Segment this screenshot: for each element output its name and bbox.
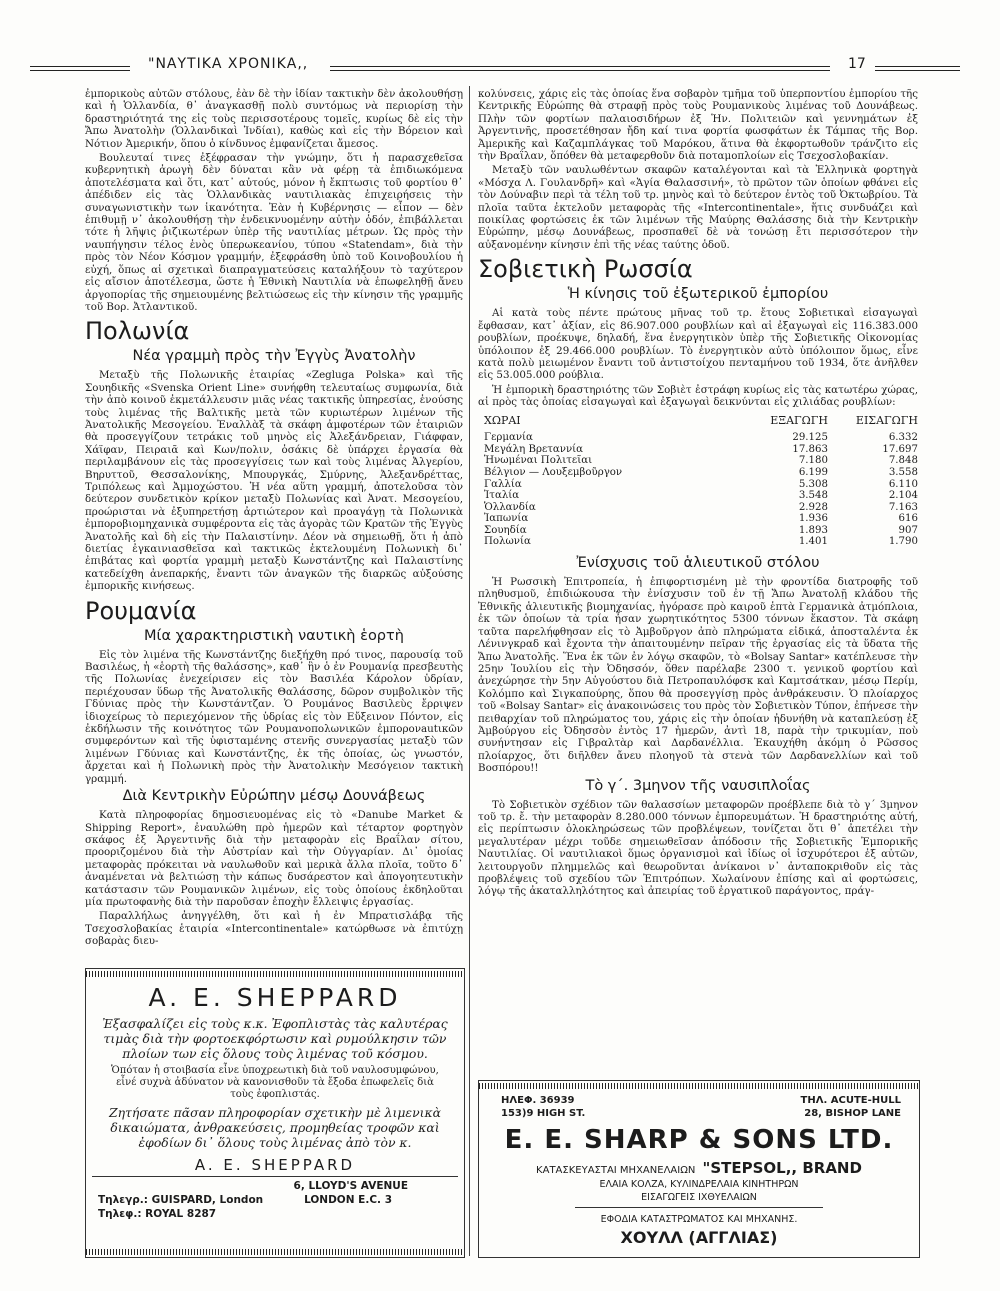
export-cell: 6.199 — [798, 466, 828, 478]
header-rule-left — [30, 66, 130, 71]
ad-address: 6, LLOYD'S AVENUE — [293, 1180, 408, 1192]
country-cell: Μεγάλη Βρεταννία — [484, 443, 584, 455]
ad-phone: ΗΛΕΦ. 36939 — [501, 1095, 575, 1106]
ad-city: LONDON E.C. 3 — [304, 1194, 392, 1206]
table-row — [478, 490, 918, 502]
page-number: 17 — [848, 56, 866, 72]
left-column — [85, 88, 463, 950]
country-cell: Ἡνωμέναι Πολιτεῖαι — [484, 455, 593, 467]
ad-telegram: ΤΗΛ. ACUTE-HULL — [800, 1095, 901, 1106]
section-title-soviet-russia: Σοβιετικὴ Ρωσσία — [478, 255, 693, 284]
import-cell: 1.790 — [888, 536, 918, 548]
table-row — [478, 467, 918, 479]
paragraph: Ἡ ἐμπορικὴ δραστηριότης τῶν Σοβιὲτ ἐστράφη κυρίως εἰς τὰς κατωτέρω χώρας, αἱ πρὸς τὰς ὁποίας εἰσαγωγαὶ καὶ ἐξαγωγαὶ δεικνύνται εἰς χιλιάδας ρουβλίων: — [478, 383, 918, 409]
advertisement-sharp — [478, 1080, 920, 1258]
export-cell: 7.180 — [798, 455, 828, 467]
paragraph: Κατὰ πληροφορίας δημοσιευομένας εἰς τὸ «Danube Market & Shipping Report», ἐναυλώθη πρὸ ἡμερῶν καὶ τέταρτον φορτηγὸν σκάφος ἐξ Ἀργεντινῆς διὰ τὴν μεταφορὰν εἰς Βραΐλαν σίτου, προοριζομένου διὰ τὴν Αὐστρίαν καὶ τὴν Οὐγγαρίαν. Δι᾽ ὁμοίας μεταφορὰς πρόκειται νὰ ναυλωθοῦν καὶ μερικὰ ἄλλα πλοῖα, τοῦτο δ᾽ ἀναμένεται νὰ βελτιώσῃ τὴν κάπως δυσάρεστον καὶ ἀπογοητευτικὴν κατάστασιν τῶν Ρουμανικῶν λιμένων, εἰς τοὺς ὁποίους ἐκδηλοῦται μία πρωτοφανὴς διὰ τὴν παροῦσαν ἐποχὴν ἔλλειψις ἐργασίας. — [85, 809, 463, 908]
ad-telephone: Τηλεφ.: ROYAL 8287 — [98, 1208, 217, 1220]
country-cell: Ὁλλανδία — [484, 501, 536, 513]
table-header-row — [478, 411, 918, 433]
column-header: ΕΙΣΑΓΩΓΗ — [855, 413, 918, 427]
table-row — [478, 444, 918, 456]
column-header: ΕΞΑΓΩΓΗ — [770, 413, 828, 427]
paragraph: Βουλευταί τινες ἐξέφρασαν τὴν γνώμην, ὅτι ἡ παρασχεθεῖσα κυβερνητικὴ ἀρωγὴ δὲν δύναται κἂν νὰ φέρῃ τὰ ἐπιδιωκόμενα ἀποτελέσματα καὶ ὅτι, κατ᾽ αὐτούς, μόνον ἡ ἔκπτωσις τοῦ φορτίου θ᾽ ἀπέδιδεν εἰς τὰς Ὁλλανδικὰς ναυτιλιακὰς ἐπιχειρήσεις τὴν συναγωνιστικὴν των ἱκανότητα. Ἐὰν ἡ Κυβέρνησις — εἶπον — δὲν ἐπιθυμῇ ν᾽ ἀκολουθήσῃ τὴν ἐνδεικνυομένην αὐτὴν ὁδόν, ἐπιβάλλεται τότε ἡ λῆψις ῥιζικωτέρων ὑπὲρ τῆς ναυτιλίας μέτρων. Ὡς πρὸς τὴν ναυπήγησιν τέλος ἑνὸς ὑπερωκεανίου, τύπου «Statendam», διὰ τὴν πρὸς τὸν Νέον Κόσμον γραμμήν, ἐξεφράσθη ὑπὸ τοῦ Κοινοβουλίου ἡ εὐχή, ὅπως αἱ σχετικαὶ διαπραγματεύσεις καταλήξουν τὸ ταχύτερον εἰς αἴσιον ἀποτέλεσμα, ὥστε ἡ Ἐθνικὴ Ναυτιλία νὰ ἐπωφεληθῇ ἄνευ ἀργοπορίας τῆς σημειουμένης βελτιώσεως εἰς τὴν κίνησιν τῆς γραμμῆς τοῦ Βορ. Ἀτλαντικοῦ. — [85, 152, 463, 313]
right-column — [478, 88, 918, 900]
export-cell: 1.401 — [798, 536, 828, 548]
paragraph: Παραλλήλως ἀνηγγέλθη, ὅτι καὶ ἡ ἐν Μπρατισλάβᾳ τῆς Τσεχοσλοβακίας ἑταιρία «Intercontinentale» κατώρθωσε νὰ ἐπιτύχῃ σοβαρὰς διευ- — [85, 910, 463, 948]
ad-text: ΕΙΣΑΓΩΓΕΙΣ ΙΧΘΥΕΛΑΙΩΝ — [575, 1192, 823, 1208]
country-cell: Ἰταλία — [484, 490, 520, 502]
export-cell: 3.548 — [798, 490, 828, 502]
advertiser-name: E. E. SHARP & SONS LTD. — [504, 1125, 894, 1155]
import-cell: 2.104 — [888, 490, 918, 502]
country-cell: Ἰαπωνία — [484, 513, 529, 525]
import-cell: 616 — [898, 513, 918, 525]
import-cell: 907 — [898, 524, 918, 536]
trade-table-body — [478, 432, 918, 548]
country-cell: Βέλγιον — Λουξεμβοῦργον — [484, 466, 623, 478]
import-cell: 17.697 — [882, 443, 918, 455]
journal-title: "ΝΑΥΤΙΚΑ ΧΡΟΝΙΚΑ,, — [148, 56, 309, 72]
ad-text: ΚΑΤΑΣΚΕΥΑΣΤΑΙ ΜΗΧΑΝΕΛΑΙΩΝ — [536, 1165, 696, 1176]
advertisement-sheppard — [85, 968, 465, 1258]
ad-city: ΧΟΥΛΛ (ΑΓΓΛΙΑΣ) — [620, 1228, 778, 1247]
export-cell: 1.936 — [798, 513, 828, 525]
export-cell: 17.863 — [792, 443, 828, 455]
country-cell: Πολωνία — [484, 536, 531, 548]
trade-table — [478, 411, 918, 549]
paragraph: ἐμπορικοὺς αὐτῶν στόλους, ἐὰν δὲ τὴν ἰδίαν τακτικὴν δὲν ἀκολουθήσῃ καὶ ἡ Ὁλλανδία, θ᾽ ἀναγκασθῇ πολὺ συντόμως νὰ περιορίσῃ τὴν δραστηριότητά της εἰς τοὺς περισσοτέρους τομεῖς, κυρίως δὲ εἰς τὴν Ἄπω Ἀνατολὴν (Ὁλλανδικαὶ Ἰνδίαι), καθὼς καὶ εἰς τὴν Βόρειον καὶ Νότιον Ἀμερικήν, ὅπου ὁ κίνδυνος ἐμφανίζεται ἄμεσος. — [85, 88, 463, 150]
export-cell: 2.928 — [798, 501, 828, 513]
ad-telegram: Τηλεγρ.: GUISPARD, London — [98, 1194, 264, 1206]
paragraph: Ἡ Ρωσσικὴ Ἐπιτροπεία, ἡ ἐπιφορτισμένη μὲ τὴν φροντίδα διατροφῆς τοῦ πληθυσμοῦ, ἐπιδιώκουσα τὴν ἐνίσχυσιν τοῦ ἐν τῇ Ἄπω Ἀνατολῇ κλάδου τῆς Ἐθνικῆς ἁλιευτικῆς βιομηχανίας, ἠγόρασε πρὸ καιροῦ ἑπτὰ Γερμανικὰ ἀτμόπλοια, ἐκ τῶν ὁποίων τὰ τρία ἦσαν χωρητικότητος 5300 τόννων ἕκαστον. Τὰ σκάφη ταῦτα παρελήφθησαν εἰς τὸ Ἀμβοῦργον ἀπὸ πληρώματα εἰδικά, ἀποσταλέντα ἐκ Λένινγκραδ καὶ ἔχοντα τὴν ἀπαιτουμένην πεῖραν τῆς ἐργασίας εἰς τὰ ὕδατα τῆς Ἄπω Ἀνατολῆς. Ἕνα ἐκ τῶν ἐν λόγῳ σκαφῶν, τὸ «Bolsay Santar» κατέπλευσε τὴν 25ην Ἰουλίου εἰς τὴν Ὀδησσόν, ὅθεν παρέλαβε 2300 τ. γενικοῦ φορτίου καὶ ἀνεχώρησε τὴν 5ην Αὐγούστου διὰ Πετροπαυλόφσκ καὶ Καμτσάτκαν, μέσῳ Περίμ, Κολόμπο καὶ Σιγκαπούρης, ὅπου θὰ προσεγγίσῃ πρὸς ἀνθράκευσιν. Ὁ πλοίαρχος τοῦ «Bolsay Santar» εἰς ἀνακοινώσεις του πρὸς τὸν Σοβιετικὸν Τύπον, ἐπήνεσε τὴν πειθαρχίαν τοῦ πληρώματος του, χάρις εἰς τὴν ὁποίαν ἠδυνήθη νὰ καταπλεύσῃ ἐξ Ἀμβούργου εἰς Ὀδησσὸν ἐντὸς 17 ἡμερῶν, ἀντὶ 18, παρὰ τὴν τρικυμίαν, ποὺ συνήντησαν εἰς Γιβραλτὰρ καὶ Δαρδανέλλια. Ἐκαυχήθη ἀκόμη ὁ Ρῶσσος πλοίαρχος, ὅτι διῆλθεν ἄνευ πλοηγοῦ τὰ στενὰ τῶν Δαρδανελλίων καὶ τοῦ Βοσπόρου!! — [478, 576, 918, 775]
paragraph: Αἱ κατὰ τοὺς πέντε πρώτους μῆνας τοῦ τρ. ἔτους Σοβιετικαὶ εἰσαγωγαὶ ἔφθασαν, κατ᾽ ἀξίαν, εἰς 86.907.000 ρουβλίων καὶ αἱ ἐξαγωγαὶ εἰς 116.383.000 ρουβλίων, προέκυψε, δηλαδή, ἕνα ἐνεργητικὸν ὑπὲρ τῆς Σοβιετικῆς Οἰκονομίας ὑπόλοιπον ἐξ 29.466.000 ρουβλίων. Τὸ ἐνεργητικὸν αὐτὸ ὑπόλοιπον ὅμως, εἶνε κατὰ πολὺ μειωμένον ἔναντι τοῦ ἀντιστοίχου πενταμήνου τοῦ 1934, ὅτε ἀνῆλθεν εἰς 53.005.000 ρούβλια. — [478, 307, 918, 382]
subsection-title: Τὸ γ΄. 3μηνον τῆς ναυσιπλοΐας — [585, 777, 811, 794]
ad-text: Ὁπόταν ἡ στοιβασία εἶνε ὑποχρεωτικὴ διὰ τοῦ ναυλοσυμφώνου, εἶνέ συχνὰ ἀδύνατον νὰ κανονισθοῦν τὰ ἔξοδα ἐπωφελεῖς διὰ τοὺς ἐφοπλιστάς. — [111, 1065, 439, 1100]
subsection-title: Μία χαρακτηριστικὴ ναυτικὴ ἑορτὴ — [144, 627, 404, 644]
advertiser-name: A. E. SHEPPARD — [148, 983, 402, 1012]
paragraph: Μεταξὺ τῶν ναυλωθέντων σκαφῶν καταλέγονται καὶ τὰ Ἑλληνικὰ φορτηγὰ «Μόσχα Λ. Γουλανδρῆ» καὶ «Ἁγία Θαλασσινή», τὸ πρῶτον τῶν ὁποίων φθάνει εἰς τὸν Δούναβιν περὶ τὰ τέλη τοῦ τρ. μηνὸς καὶ τὸ δεύτερον ἐντὸς τοῦ Ὀκτωβρίου. Τὰ πλοῖα ταῦτα ἐκτελοῦν μεταφορὰς τῆς «Intercontinentale», ἥτις συνδυάζει καὶ ποικίλας φορτώσεις ἐκ τῶν λιμένων τῆς Μαύρης Θαλάσσης διὰ τὴν Κεντρικὴν Εὐρώπην, μέσῳ Δουνάβεως, προσπαθεῖ δὲ νὰ τονώσῃ ἔτι περισσότερον τὴν αὐξανομένην κίνησιν ἐπὶ τῆς νέας ταύτης ὁδοῦ. — [478, 164, 918, 251]
table-row — [478, 525, 918, 537]
ad-street: 153)9 HIGH ST. — [501, 1108, 586, 1119]
brand-name: "STEPSOL,, BRAND — [702, 1159, 862, 1177]
section-title-romania: Ρουμανία — [85, 596, 197, 625]
country-cell: Γαλλία — [484, 478, 522, 490]
section-title-poland: Πολωνία — [85, 317, 190, 346]
ad-text: ΕΦΟΔΙΑ ΚΑΤΑΣΤΡΩΜΑΤΟΣ ΚΑΙ ΜΗΧΑΝΗΣ. — [600, 1214, 798, 1225]
paragraph: Μεταξὺ τῆς Πολωνικῆς ἑταιρίας «Zegluga Polska» καὶ τῆς Σουηδικῆς «Svenska Orient Line» συνήφθη τελευταίως συμφωνία, διὰ τὴν ἀπὸ κοινοῦ ἐκμετάλλευσιν μιᾶς νέας τακτικῆς ὑπηρεσίας, ἑνούσης τοὺς λιμένας τῆς Βαλτικῆς μετὰ τῶν κυριωτέρων λιμένων τῆς Ἀνατολικῆς Μεσογείου. Ἐναλλὰξ τὰ σκάφη ἀμφοτέρων τῶν ἑταιριῶν θὰ προσεγγίζουν τετράκις τοῦ μηνὸς εἰς Ἀλεξάνδρειαν, Γιάφφαν, Χάϊφαν, Πειραιᾶ καὶ Κων/πολιν, ὁσάκις δὲ ὑπάρχει ἐργασία θὰ περιλαμβάνουν εἰς τὰς προσεγγίσεις των καὶ τοὺς λιμένας Ἀλγερίου, Βηρυττοῦ, Θεσσαλονίκης, Μπουργκάς, Σμύρνης, Ἀλεξανδρέττας, Τριπόλεως καὶ Ἀμμοχώστου. Ἡ νέα αὕτη γραμμή, ἀποτελοῦσα τὸν δεύτερον συνδετικὸν κρίκον μεταξὺ Πολωνίας καὶ Ἀνατ. Μεσογείου, προώρισται νὰ ἐξυπηρετήσῃ ἀρτιώτερον καὶ προαγάγῃ τὰ Πολωνικὰ ἐμποροβιομηχανικὰ συμφέροντα εἰς τὰς ἀγορὰς τῶν Κρατῶν τῆς Ἐγγὺς Ἀνατολῆς καὶ δὴ εἰς τὴν Παλαιστίνην. Δέον νὰ σημειωθῇ, ὅτι ἡ ἀπὸ διετίας ἐγκαινιασθεῖσα καὶ τακτικῶς ἐκτελουμένη Πολωνικὴ δι᾽ ἐπιβάτας καὶ φορτία γραμμὴ μεταξὺ Κωνστάντζης καὶ Παλαιστίνης κατεδείχθη ἀνεπαρκής, ἔναντι τῶν ἀναγκῶν τῆς διαρκῶς αὐξούσης ἐμπορικῆς κινήσεως. — [85, 369, 463, 593]
import-cell: 7.163 — [888, 501, 918, 513]
paragraph: Εἰς τὸν λιμένα τῆς Κωνστάντζης διεξήχθη πρό τινος, παρουσίᾳ τοῦ Βασιλέως, ἡ «ἑορτὴ τῆς θαλάσσης», καθ᾽ ἣν ὁ ἐν Ρουμανίᾳ πρεσβευτὴς τῆς Πολωνίας ἐνεχείρισεν εἰς τὸν Βασιλέα Κάρολον ὑδρίαν, περιέχουσαν ὕδωρ τῆς Ἀνατολικῆς Θαλάσσης, δῶρον συμβολικὸν τῆς Γδύνιας πρὸς τὴν Κωνστάντζαν. Ὁ Ρουμάνος Βασιλεὺς ἔρριψεν ἰδιοχείρως τὸ περιεχόμενον τῆς ὑδρίας εἰς τὸν Εὔξεινον Πόντον, εἰς ἐκδήλωσιν τῆς κοινότητος τῶν Ρουμανοπολωνικῶν ἐμπορονautικῶν συμφερόντων καὶ τῆς ὑφισταμένης στενῆς συνεργασίας μεταξὺ τῶν λιμένων Γδύνιας καὶ Κωνστάντζης, ἐκ τῆς ὁποίας, ὡς γνωστόν, ἄρχεται καὶ ἡ Πολωνικὴ πρὸς τὴν Ἀνατολικὴν Μεσόγειον τακτικὴ γραμμή. — [85, 648, 463, 785]
table-row — [478, 536, 918, 548]
ad-border-pattern — [86, 971, 464, 977]
ad-text: Ἐξασφαλίζει εἰς τοὺς κ.κ. Ἐφοπλιστὰς τὰς καλυτέρας τιμὰς διὰ τὴν φορτοεκφόρτωσιν καὶ ρυμούλκησιν τῶν πλοίων των εἰς ὅλους τοὺς λιμένας τοῦ κόσμου. — [102, 1016, 448, 1061]
export-cell: 1.893 — [798, 524, 828, 536]
column-header: ΧΩΡΑΙ — [484, 413, 521, 427]
table-row — [478, 513, 918, 525]
import-cell: 6.332 — [888, 432, 918, 444]
table-row — [478, 502, 918, 514]
paragraph: κολύνσεις, χάρις εἰς τὰς ὁποίας ἕνα σοβαρὸν τμῆμα τοῦ ὑπερποντίου ἐμπορίου τῆς Κεντρικῆς Εὐρώπης θὰ στραφῇ πρὸς τοὺς Ρουμανικοὺς λιμένας τοῦ Δουνάβεως. Πλὴν τῶν φορτίων παλαιοσιδήρων ἐξ Ἡν. Πολιτειῶν καὶ γεννημάτων ἐξ Ἀργεντινῆς, προσετέθησαν ἤδη καί τινα φορτία φωσφάτων ἐκ Τάμπας τῆς Βορ. Ἀμερικῆς καὶ Καζαμπλάγκας τοῦ Μαρόκου, ἅτινα θὰ ἐκφορτωθοῦν τράνζιτο εἰς τὴν Βραΐλαν, ὅπόθεν θὰ μεταφερθοῦν διὰ ποταμοπλοίων εἰς Τσεχοσλοβακίαν. — [478, 88, 918, 163]
subsection-title: Διὰ Κεντρικὴν Εὐρώπην μέσῳ Δουνάβεως — [122, 788, 426, 805]
subsection-title: Νέα γραμμὴ πρὸς τὴν Ἐγγὺς Ἀνατολὴν — [132, 348, 416, 365]
table-row — [478, 432, 918, 444]
export-cell: 29.125 — [792, 432, 828, 444]
header-rule-right — [875, 66, 960, 71]
ad-lane: 28, BISHOP LANE — [804, 1108, 901, 1119]
advertiser-name-repeat: A. E. SHEPPARD — [92, 1156, 458, 1177]
country-cell: Γερμανία — [484, 432, 533, 444]
import-cell: 7.848 — [888, 455, 918, 467]
export-cell: 5.308 — [798, 478, 828, 490]
import-cell: 6.110 — [888, 478, 918, 490]
subsection-title: Ἐνίσχυσις τοῦ ἁλιευτικοῦ στόλου — [576, 555, 820, 572]
table-row — [478, 455, 918, 467]
header-rule-middle — [330, 66, 830, 71]
table-row — [478, 479, 918, 491]
country-cell: Σουηδία — [484, 524, 527, 536]
import-cell: 3.558 — [888, 466, 918, 478]
ad-border-pattern — [479, 1083, 919, 1089]
subsection-title: Ἡ κίνησις τοῦ ἐξωτερικοῦ ἐμπορίου — [567, 286, 829, 303]
ad-text: Ζητήσατε πᾶσαν πληροφορίαν σχετικὴν μὲ λιμενικὰ δικαιώματα, ἀνθρακεύσεις, προμηθείας τροφῶν καὶ ἐφοδίων δι᾽ ὅλους τοὺς λιμένας ἀπὸ τὸν κ. — [109, 1105, 441, 1150]
paragraph: Τὸ Σοβιετικὸν σχέδιον τῶν θαλασσίων μεταφορῶν προέβλεπε διὰ τὸ γ΄ 3μηνον τοῦ τρ. ἔ. τὴν μεταφορὰν 8.280.000 τόννων ἐμπορευμάτων. Ἡ δραστηριότης αὐτή, εἰς περίπτωσιν ὁλοκληρώσεως τῶν προβλέψεων, τονίζεται ὅτι θ᾽ ἀπετέλει τὴν μεγαλυτέραν μέχρι τοῦδε σημειωθεῖσαν ἀπόδοσιν τῆς Σοβιετικῆς Ἐμπορικῆς Ναυτιλίας. Οἱ ναυτιλιακοὶ ὅμως ὀργανισμοὶ καὶ ἰδίως οἱ ἰσχυρότεροι ἐξ αὐτῶν, λειτουργοῦν πλημμελῶς καὶ θεωροῦνται ἀνίκανοι ν᾽ ἀνταποκριθοῦν εἰς τὰς προβλέψεις τοῦ σχεδίου τῶν Ἐπιτρόπων. Χωλαίνουν ἐπίσης καὶ αἱ φορτώσεις, λόγῳ τῆς ἀκαταλληλότητος καὶ ἀπειρίας τοῦ ἐργατικοῦ παράγοντος, πράγ- — [478, 798, 918, 898]
column-divider — [469, 86, 470, 1256]
ad-text: ΕΛΑΙΑ ΚΟΛΖΑ, ΚΥΛΙΝΔΡΕΛΑΙΑ ΚΙΝΗΤΗΡΩΝ — [599, 1179, 799, 1190]
ad-border-pattern — [86, 1249, 464, 1255]
page-header — [30, 56, 960, 78]
